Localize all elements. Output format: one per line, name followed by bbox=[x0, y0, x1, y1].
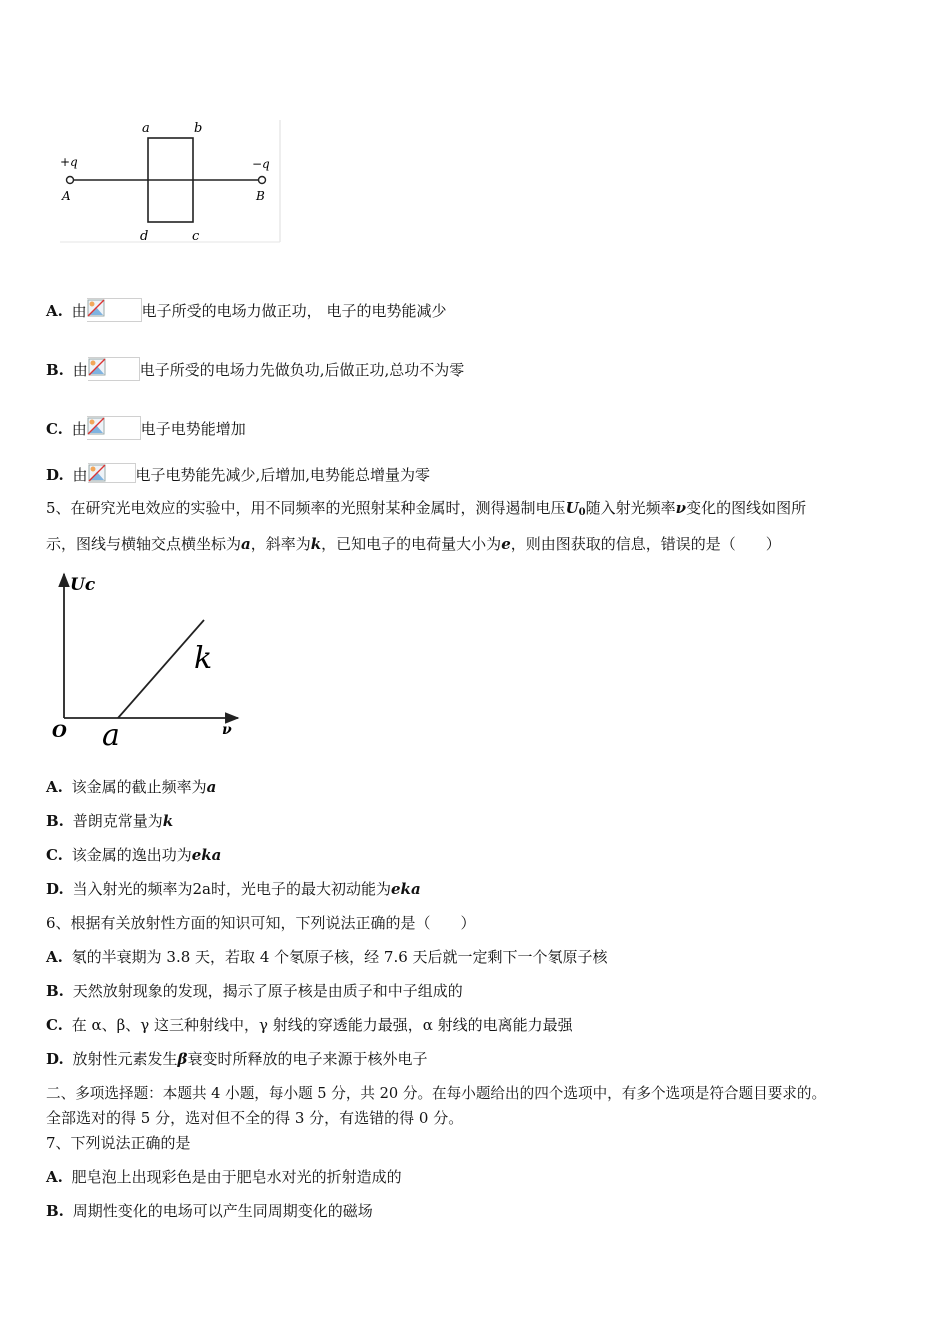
option-text: 氡的半衰期为 3.8 天，若取 4 个氡原子核，经 7.6 天后就一定剩下一个氡原子核 bbox=[71, 948, 608, 966]
q5-text: 示，图线与横轴交点横坐标为 bbox=[46, 535, 242, 553]
slope-label: k bbox=[194, 641, 213, 676]
figure-uc-vs-frequency bbox=[48, 568, 248, 748]
q7-stem: 7、下列说法正确的是 bbox=[46, 1134, 191, 1152]
section2-header-line2: 全部选对的得 5 分，选对但不全的得 3 分，有选错的得 0 分。 bbox=[46, 1109, 464, 1127]
option-label: B. bbox=[46, 812, 64, 830]
q5-option-a bbox=[46, 777, 216, 797]
var-U0 bbox=[566, 499, 586, 517]
option-label: B. bbox=[46, 1202, 64, 1220]
x-axis-label: ν bbox=[222, 722, 232, 738]
q6-option-d bbox=[46, 1049, 427, 1069]
option-label: A. bbox=[46, 1168, 63, 1186]
q6-stem: 6、根据有关放射性方面的知识可知，下列说法正确的是（ ） bbox=[46, 914, 476, 932]
option-label: A. bbox=[46, 778, 63, 796]
q5-text: ，已知电子的电荷量大小为 bbox=[321, 535, 502, 553]
option-text: 肥皂泡上出现彩色是由于肥皂水对光的折射造成的 bbox=[71, 1168, 402, 1186]
q6-option-a bbox=[46, 947, 608, 967]
q5-text: 随入射光频率 bbox=[585, 499, 676, 517]
option-var: a bbox=[206, 778, 217, 796]
label-A: A bbox=[62, 189, 71, 203]
option-text: 当入射光的频率为 bbox=[72, 880, 193, 898]
charge-b-point bbox=[259, 177, 266, 184]
option-var: k bbox=[162, 812, 174, 830]
broken-image-icon bbox=[87, 298, 142, 322]
q7-option-a bbox=[46, 1167, 402, 1187]
option-prefix: 由 bbox=[72, 361, 88, 379]
q5-stem-line2 bbox=[46, 534, 781, 554]
origin-label: O bbox=[52, 722, 67, 742]
q5-option-d bbox=[46, 879, 421, 899]
var-U: U bbox=[565, 499, 579, 517]
q5-stem-line1 bbox=[46, 498, 806, 523]
option-label: B. bbox=[46, 982, 64, 1000]
option-text: 电子所受的电场力先做负功,后做正功,总功不为零 bbox=[139, 361, 465, 379]
label-d: d bbox=[140, 229, 149, 244]
option-text: 放射性元素发生 bbox=[72, 1050, 178, 1068]
option-prefix: 由 bbox=[72, 466, 88, 484]
option-text: 该金属的逸出功为 bbox=[71, 846, 192, 864]
figure-charge-rectangle bbox=[56, 116, 286, 246]
option-var: eka bbox=[391, 880, 421, 898]
option-label: A. bbox=[46, 948, 63, 966]
option-text: 时，光电子的最大初动能为 bbox=[211, 880, 392, 898]
option-text: 在 α、β、γ 这三种射线中，γ 射线的穿透能力最强，α 射线的电离能力最强 bbox=[71, 1016, 573, 1034]
charge-a-point bbox=[67, 177, 74, 184]
label-plus-q: +q bbox=[60, 155, 78, 169]
option-text: 衰变时所释放的电子来源于核外电子 bbox=[187, 1050, 428, 1068]
var-a: a bbox=[241, 535, 251, 553]
q4-option-b bbox=[46, 357, 464, 381]
option-text: 电子所受的电场力做正功， 电子的电势能减少 bbox=[141, 302, 447, 320]
option-mid-value: 2a bbox=[192, 880, 211, 898]
broken-image-icon bbox=[87, 416, 141, 440]
intercept-label: a bbox=[102, 718, 120, 748]
var-e: e bbox=[501, 535, 511, 553]
q4-option-d bbox=[46, 463, 430, 485]
option-label: D. bbox=[46, 1050, 64, 1068]
q5-text: 5、在研究光电效应的实验中，用不同频率的光照射某种金属时，测得遏制电压 bbox=[46, 499, 566, 517]
option-mid bbox=[193, 880, 212, 898]
var-beta: β bbox=[177, 1050, 188, 1068]
q5-text: ，斜率为 bbox=[250, 535, 311, 553]
option-text: 天然放射现象的发现，揭示了原子核是由质子和中子组成的 bbox=[72, 982, 463, 1000]
option-text: 该金属的截止频率为 bbox=[71, 778, 207, 796]
q7-option-b bbox=[46, 1201, 373, 1221]
data-line bbox=[118, 620, 204, 718]
label-a: a bbox=[142, 121, 150, 136]
section2-header-line1: 二、多项选择题：本题共 4 小题，每小题 5 分，共 20 分。在每小题给出的四个选项中，有多个选项是符合题目要求的。 bbox=[46, 1085, 827, 1102]
option-label: D. bbox=[46, 880, 64, 898]
y-axis-label: Uc bbox=[70, 575, 96, 595]
var-U0-sub: 0 bbox=[578, 507, 586, 518]
q5-option-c bbox=[46, 845, 221, 865]
var-k: k bbox=[310, 535, 322, 553]
option-label: C. bbox=[46, 846, 63, 864]
option-label: B. bbox=[46, 361, 64, 379]
label-minus-q: −q bbox=[252, 157, 270, 171]
q4-option-a bbox=[46, 298, 446, 322]
option-text: 电子电势能增加 bbox=[140, 420, 246, 438]
q4-option-c bbox=[46, 416, 246, 440]
broken-image-icon bbox=[88, 463, 136, 483]
broken-image-icon bbox=[88, 357, 140, 381]
option-label: A. bbox=[46, 302, 63, 320]
q6-option-b bbox=[46, 981, 463, 1001]
option-prefix: 由 bbox=[71, 420, 87, 438]
option-text: 电子电势能先减少,后增加,电势能总增量为零 bbox=[135, 466, 431, 484]
label-c: c bbox=[192, 229, 200, 244]
label-B: B bbox=[256, 189, 265, 203]
option-var: eka bbox=[191, 846, 222, 864]
label-b: b bbox=[194, 121, 203, 136]
var-nu: ν bbox=[675, 499, 687, 517]
option-text: 普朗克常量为 bbox=[72, 812, 163, 830]
option-prefix: 由 bbox=[71, 302, 87, 320]
option-label: D. bbox=[46, 466, 64, 484]
q5-option-b bbox=[46, 811, 173, 831]
q6-option-c bbox=[46, 1015, 573, 1035]
option-label: C. bbox=[46, 420, 63, 438]
q5-text: ，则由图获取的信息，错误的是（ ） bbox=[510, 535, 781, 553]
option-label: C. bbox=[46, 1016, 63, 1034]
q5-text: 变化的图线如图所 bbox=[686, 499, 807, 517]
option-text: 周期性变化的电场可以产生同周期变化的磁场 bbox=[72, 1202, 373, 1220]
